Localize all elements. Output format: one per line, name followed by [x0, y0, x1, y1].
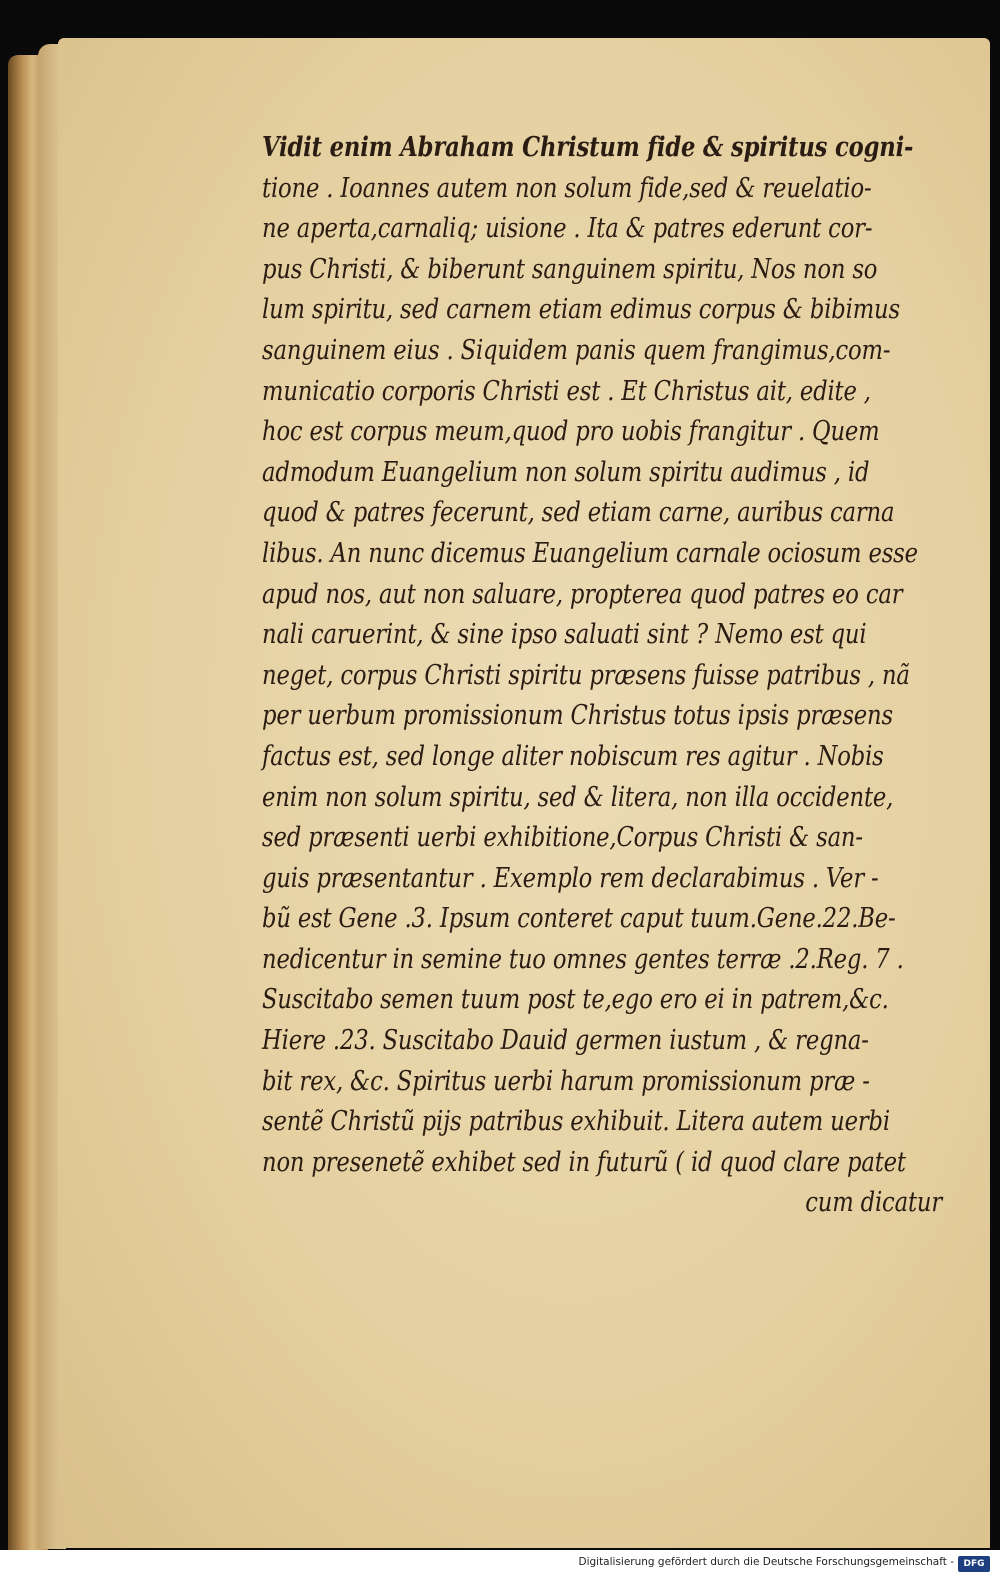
text-line: quod & patres fecerunt, sed etiam carne, auribus carna	[262, 497, 895, 529]
text-line: pus Christi, & biberunt sanguinem spiritu, Nos non so	[262, 253, 878, 285]
text-line: Hiere .23. Suscitabo Dauid germen iustum , & regna-	[262, 1025, 869, 1057]
text-line: sanguinem eius . Siquidem panis quem frangimus,com-	[262, 334, 891, 366]
dfg-logo: DFG	[958, 1556, 990, 1572]
text-line: non presenetẽ exhibet sed in futurũ ( id quod clare patet	[262, 1146, 906, 1178]
text-line: bũ est Gene .3. Ipsum conteret caput tuum.Gene.22.Be-	[262, 903, 896, 935]
text-line: sed præsenti uerbi exhibitione,Corpus Christi & san-	[262, 822, 863, 854]
text-line: enim non solum spiritu, sed & litera, non illa occidente,	[262, 781, 894, 813]
text-line: hoc est corpus meum,quod pro uobis frangitur . Quem	[262, 416, 880, 448]
text-line: guis præsentantur . Exemplo rem declarabimus . Ver -	[262, 862, 879, 894]
text-line: apud nos, aut non saluare, propterea quod patres eo car	[262, 578, 903, 610]
text-line: factus est, sed longe aliter nobiscum res agitur . Nobis	[262, 740, 884, 772]
text-line: Suscitabo semen tuum post te,ego ero ei in patrem,&c.	[262, 984, 889, 1016]
footer-bar	[0, 1550, 1000, 1579]
text-line: per uerbum promissionum Christus totus ipsis præsens	[262, 700, 893, 732]
text-line: admodum Euangelium non solum spiritu audimus , id	[262, 456, 870, 488]
text-line: sentẽ Christũ pijs patribus exhibuit. Litera autem uerbi	[262, 1106, 890, 1138]
text-line: municatio corporis Christi est . Et Christus ait, edite ,	[262, 375, 871, 407]
funding-credit: Digitalisierung gefördert durch die Deutsche Forschungsgemeinschaft -	[578, 1556, 954, 1568]
page-text	[262, 128, 942, 1224]
text-line: nali caruerint, & sine ipso saluati sint ? Nemo est qui	[262, 619, 867, 651]
catchword: cum dicatur	[805, 1187, 942, 1219]
text-line: Vidit enim Abraham Christum fide & spiritus cogni-	[262, 132, 914, 163]
text-line: nedicentur in semine tuo omnes gentes terræ .2.Reg. 7 .	[262, 943, 904, 975]
text-line: neget, corpus Christi spiritu præsens fuisse patribus , nã	[262, 659, 910, 691]
text-line: tione . Ioannes autem non solum fide,sed & reuelatio-	[262, 172, 872, 204]
text-line: lum spiritu, sed carnem etiam edimus corpus & bibimus	[262, 294, 900, 326]
text-line: libus. An nunc dicemus Euangelium carnale ociosum esse	[262, 537, 918, 569]
text-line: ne aperta,carnaliq; uisione . Ita & patres ederunt cor-	[262, 213, 873, 245]
text-line: bit rex, &c. Spiritus uerbi harum promissionum præ -	[262, 1065, 870, 1097]
